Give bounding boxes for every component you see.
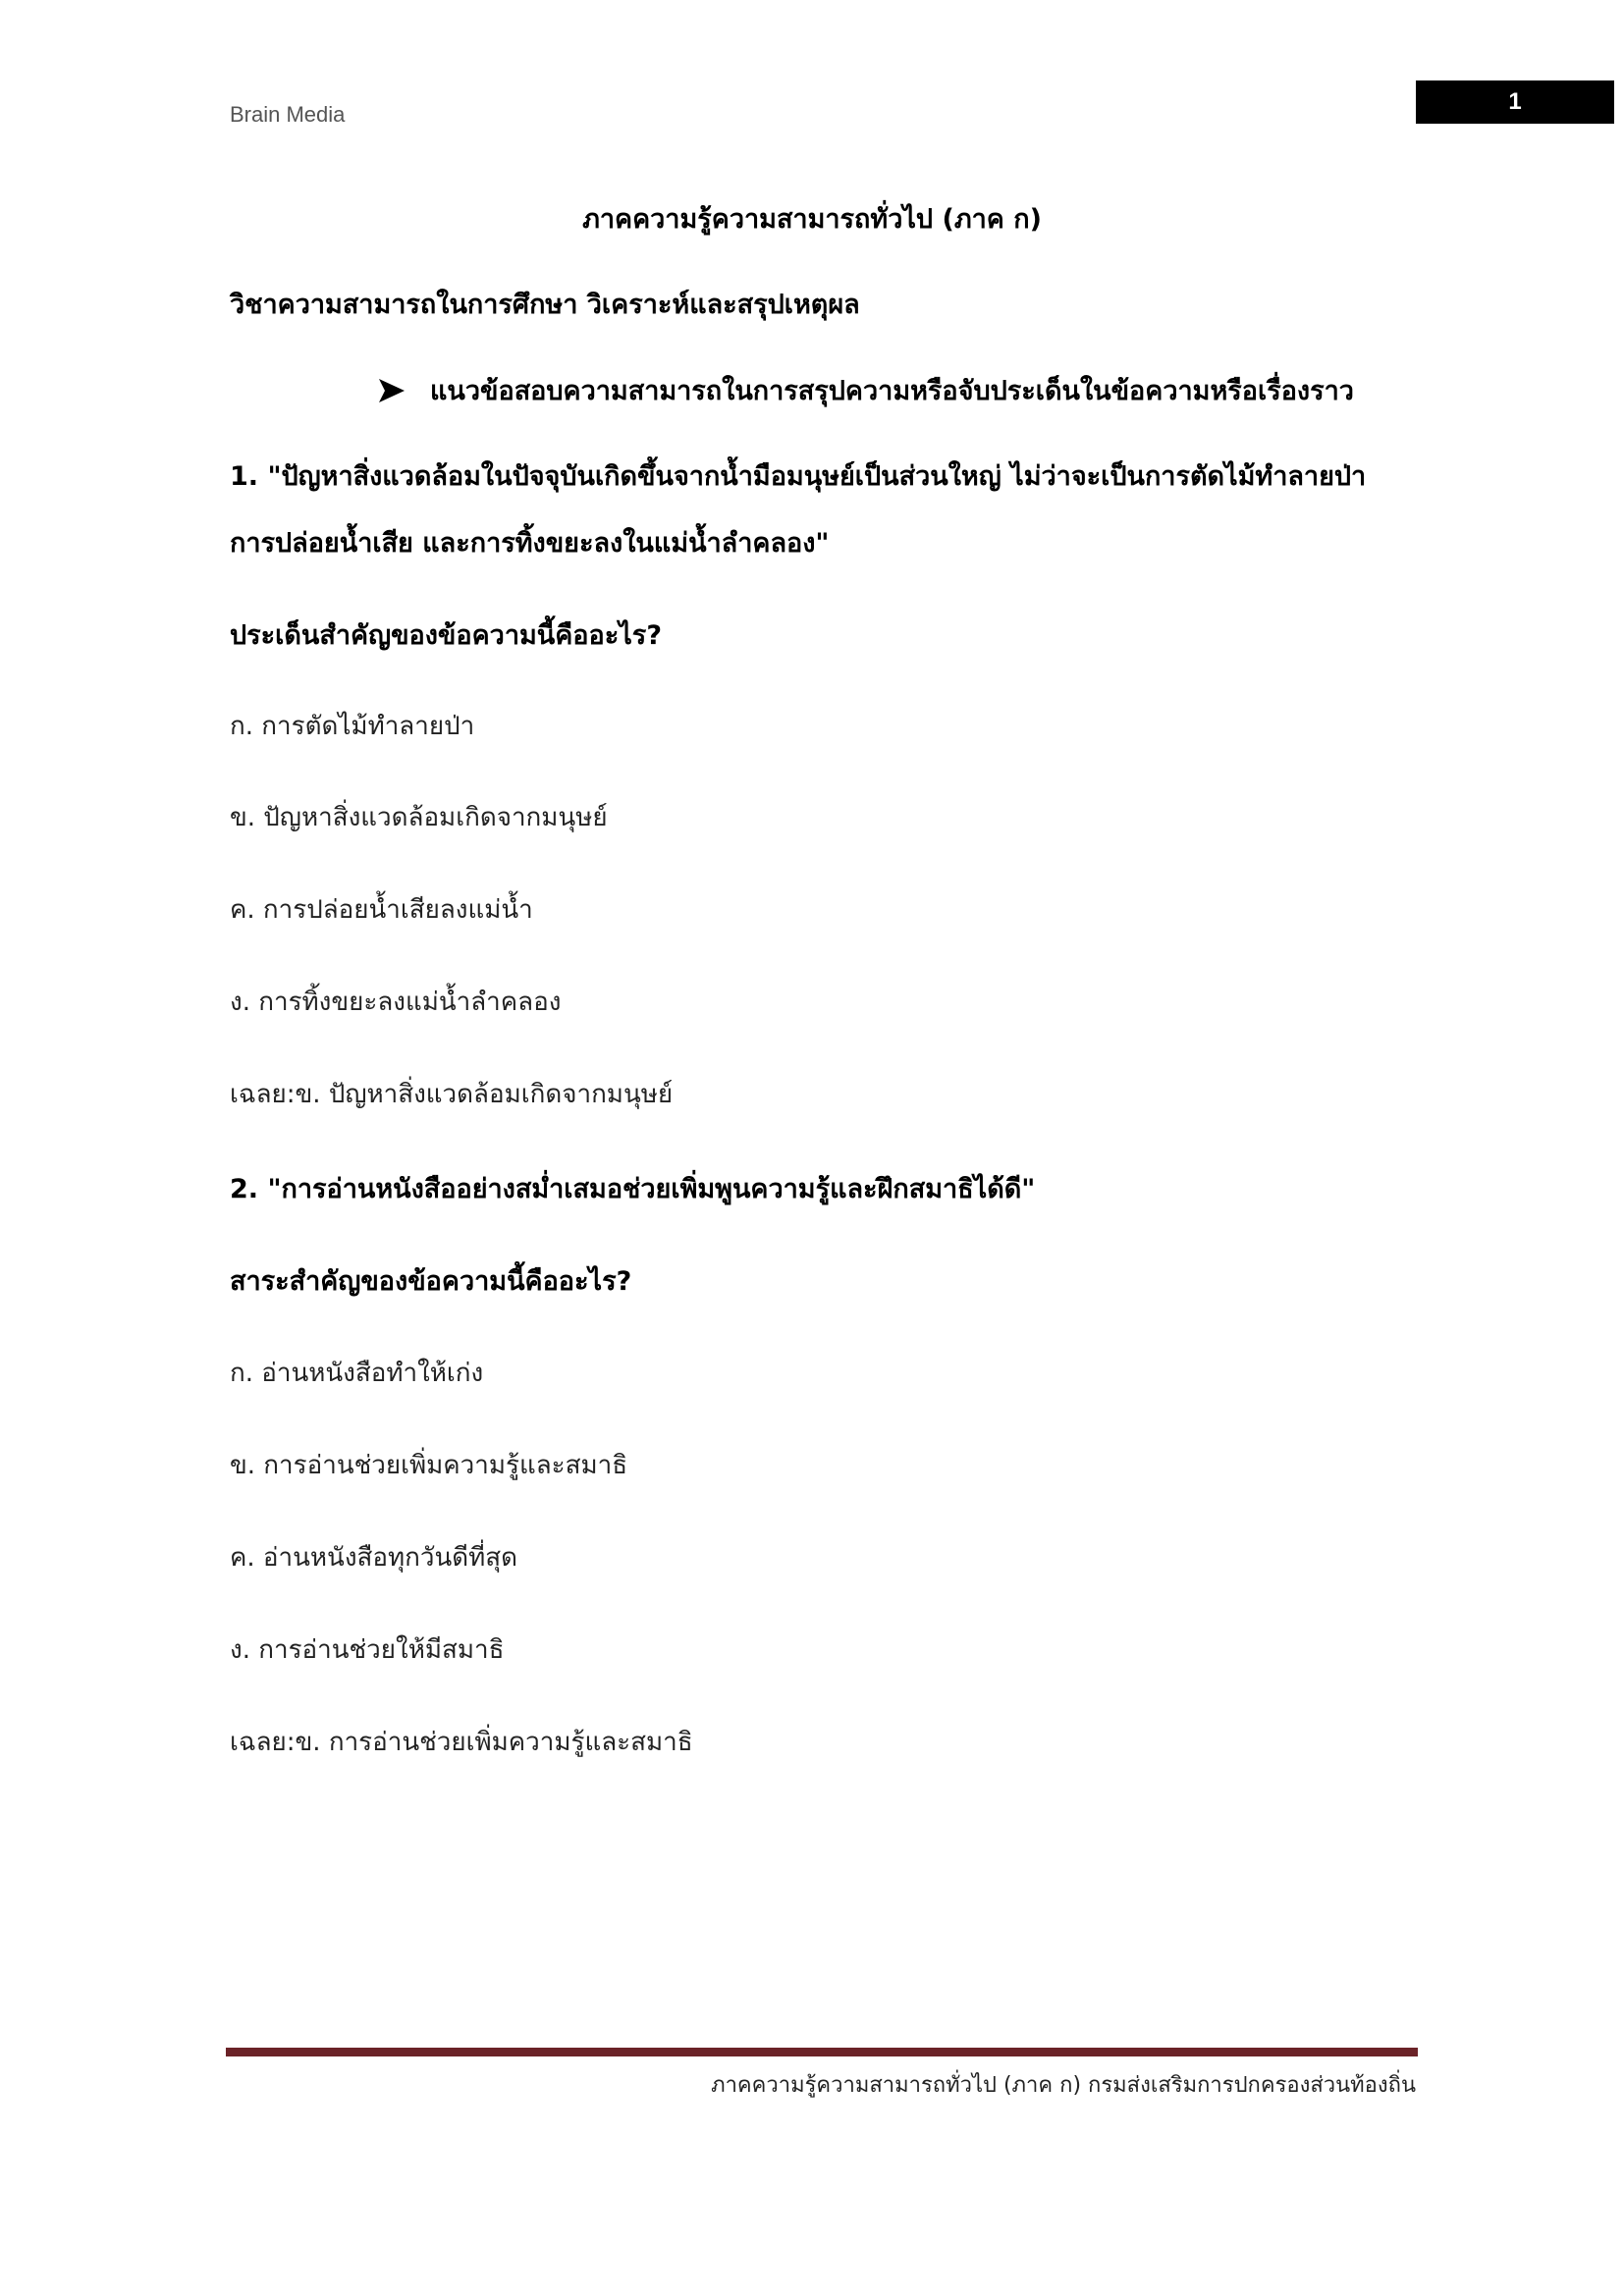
question-1-prompt: ประเด็นสำคัญของข้อความนี้คืออะไร? (230, 620, 662, 651)
footer-rule (226, 2048, 1418, 2056)
question-2-option-d: ง. การอ่านช่วยให้มีสมาธิ (230, 1635, 505, 1665)
question-2-stem: 2. "การอ่านหนังสืออย่างสม่ำเสมอช่วยเพิ่มพูนความรู้และฝึกสมาธิได้ดี" (230, 1174, 1036, 1204)
question-1-option-a: ก. การตัดไม้ทำลายป่า (230, 712, 475, 741)
brand-name: Brain Media (230, 102, 346, 127)
subject-heading: วิชาความสามารถในการศึกษา วิเคราะห์และสรุปเหตุผล (230, 290, 860, 320)
question-2-option-a: ก. อ่านหนังสือทำให้เก่ง (230, 1359, 484, 1388)
arrow-bullet-icon (377, 377, 406, 404)
question-1-option-b: ข. ปัญหาสิ่งแวดล้อมเกิดจากมนุษย์ (230, 803, 608, 832)
question-2-option-c: ค. อ่านหนังสือทุกวันดีที่สุด (230, 1543, 518, 1573)
page-number: 1 (1416, 80, 1614, 124)
question-1-stem-line2: การปล่อยน้ำเสีย และการทิ้งขยะลงในแม่น้ำลำคลอง" (230, 528, 830, 559)
question-2-prompt: สาระสำคัญของข้อความนี้คืออะไร? (230, 1266, 632, 1297)
section-heading (377, 369, 1354, 411)
question-1-option-c: ค. การปล่อยน้ำเสียลงแม่น้ำ (230, 895, 533, 925)
question-1-answer: เฉลย:ข. ปัญหาสิ่งแวดล้อมเกิดจากมนุษย์ (230, 1080, 674, 1109)
question-1-option-d: ง. การทิ้งขยะลงแม่น้ำลำคลอง (230, 988, 562, 1017)
question-1-stem-line1: 1. "ปัญหาสิ่งแวดล้อมในปัจจุบันเกิดขึ้นจากน้ำมือมนุษย์เป็นส่วนใหญ่ ไม่ว่าจะเป็นการตัดไม้ทำลายป่า (230, 461, 1367, 492)
page-title: ภาคความรู้ความสามารถทั่วไป (ภาค ก) (582, 204, 1042, 235)
question-2-answer: เฉลย:ข. การอ่านช่วยเพิ่มความรู้และสมาธิ (230, 1728, 693, 1757)
question-2-option-b: ข. การอ่านช่วยเพิ่มความรู้และสมาธิ (230, 1451, 628, 1480)
footer-text: ภาคความรู้ความสามารถทั่วไป (ภาค ก) กรมส่งเสริมการปกครองส่วนท้องถิ่น (711, 2073, 1416, 2098)
section-heading-text: แนวข้อสอบความสามารถในการสรุปความหรือจับประเด็นในข้อความหรือเรื่องราว (430, 376, 1354, 406)
